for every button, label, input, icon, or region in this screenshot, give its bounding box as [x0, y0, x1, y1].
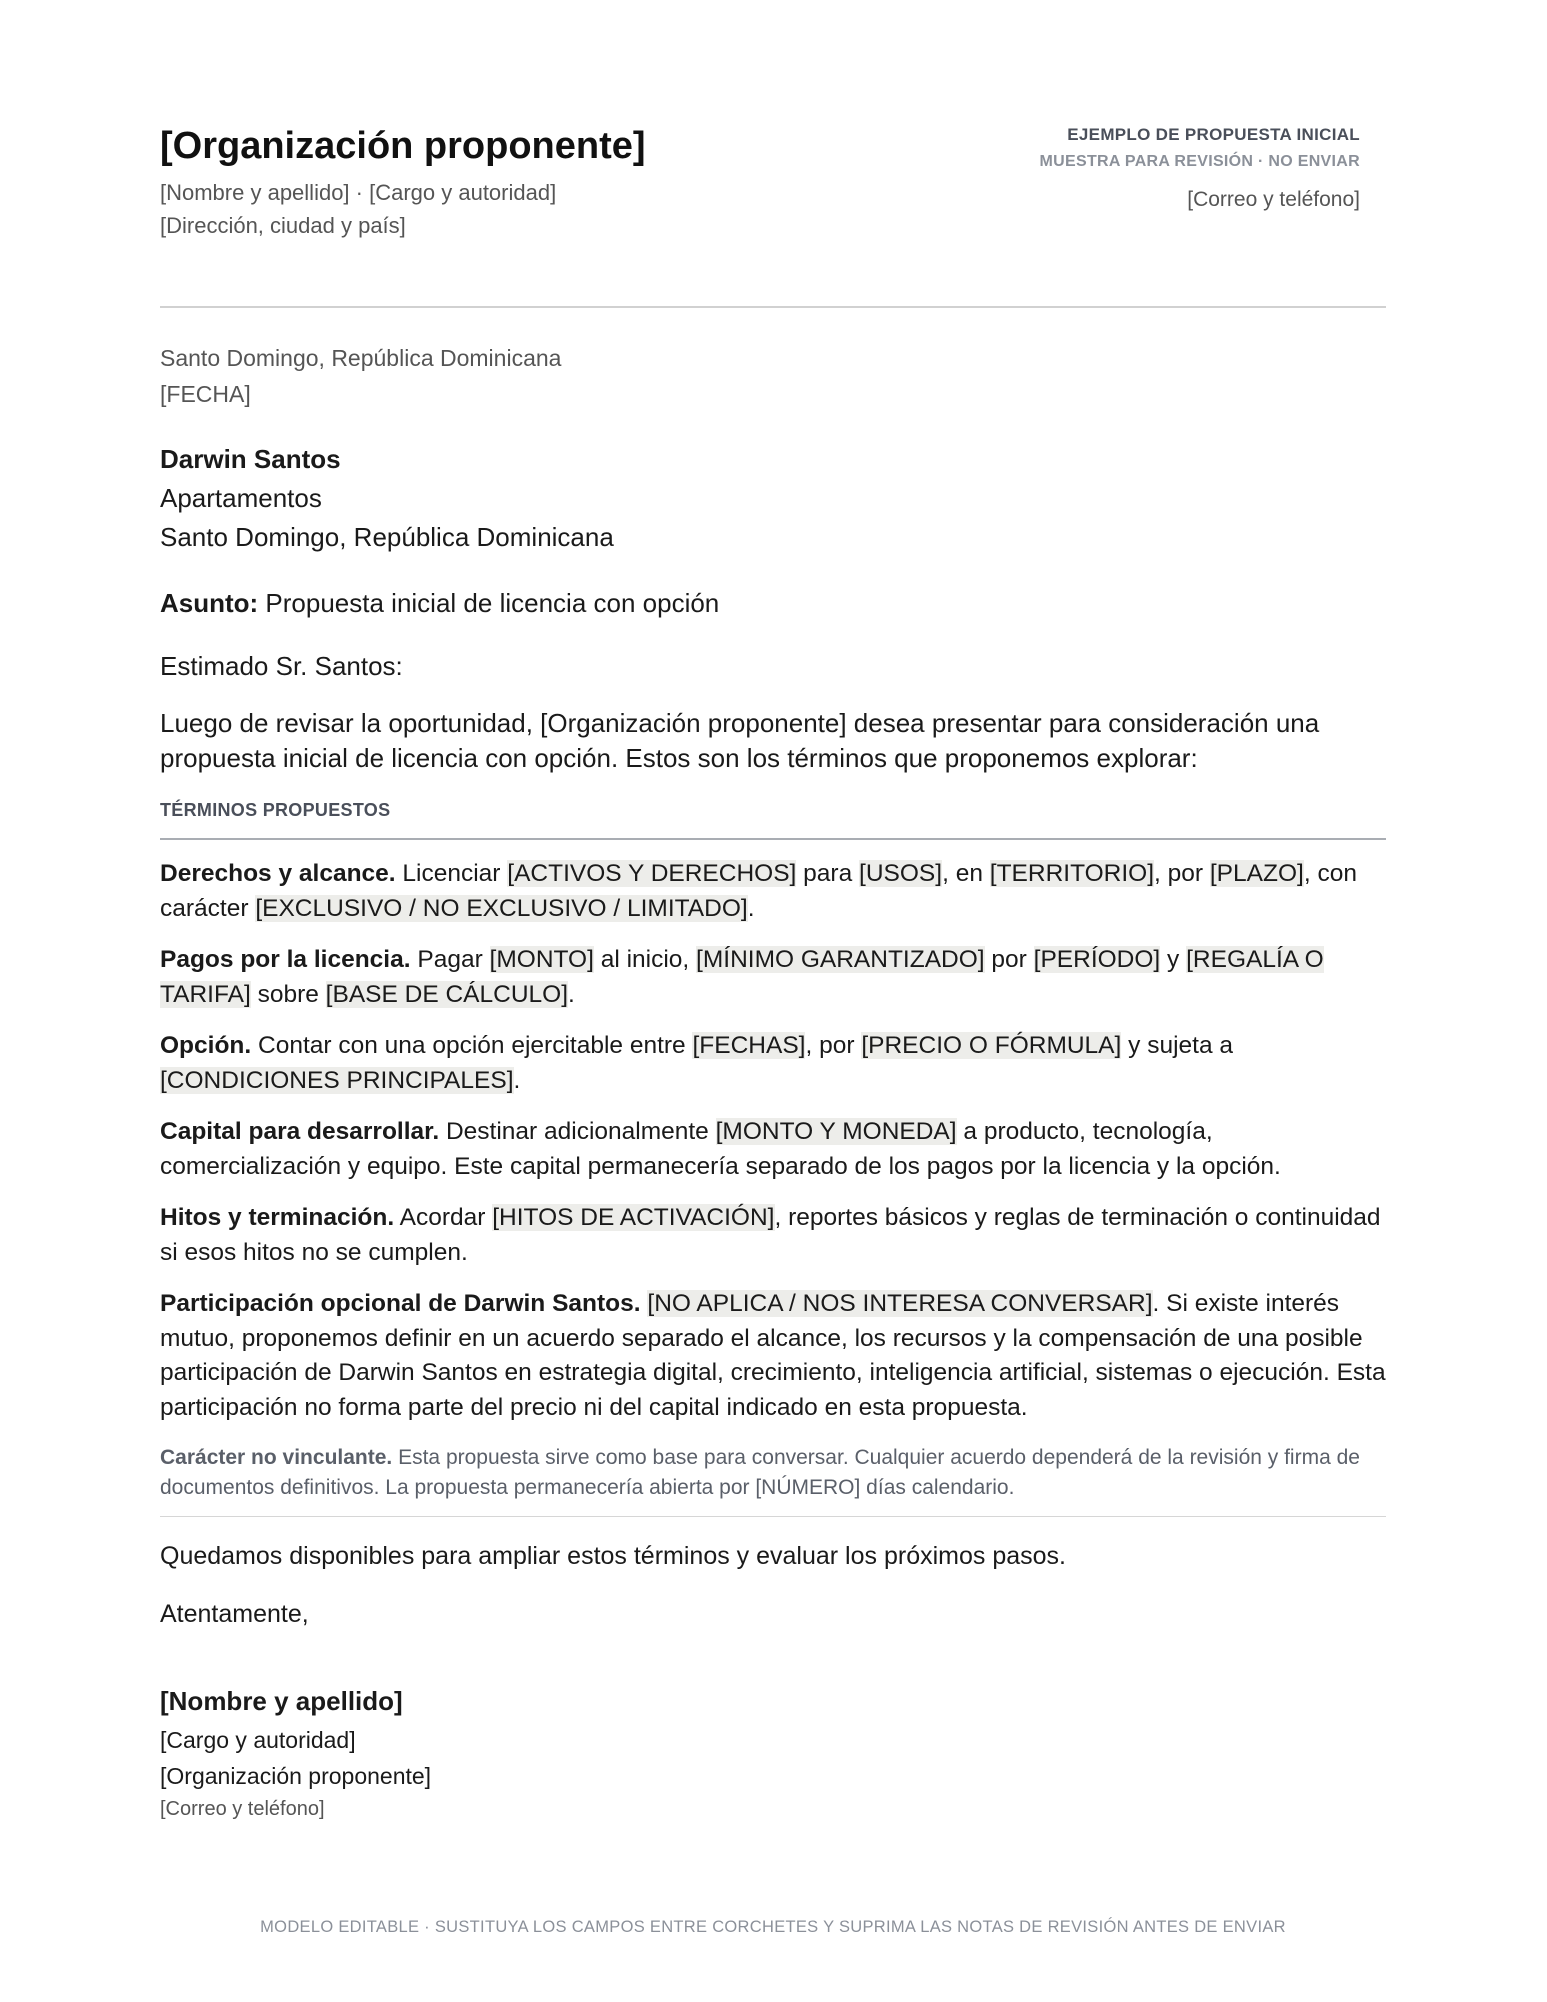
term-item: [160, 1201, 1386, 1270]
place: Santo Domingo, República Dominicana: [160, 345, 562, 371]
term-text: sobre: [250, 980, 326, 1008]
term-text: .: [568, 980, 575, 1008]
term-text: y sujeta a: [1121, 1032, 1234, 1059]
organization-details: [160, 176, 556, 242]
proposal-type-label: EJEMPLO DE PROPUESTA INICIAL: [1067, 125, 1360, 144]
placeholder-field: [PLAZO]: [1209, 860, 1304, 887]
term-title: Hitos y terminación.: [160, 1204, 395, 1231]
term-text: , reportes básicos y reglas de terminación o continuidad si esos hitos no se cumplen.: [160, 1204, 1381, 1266]
date: [FECHA]: [160, 381, 251, 407]
term-text: Destinar adicionalmente: [439, 1118, 716, 1145]
term-title: Capital para desarrollar.: [160, 1118, 440, 1145]
term-text: a producto, tecnología, comercialización y equipo. Este capital permanecería separado de los pagos por la licencia y la opción.: [160, 1118, 1281, 1180]
closing-sentence: Quedamos disponibles para ampliar estos términos y evaluar los próximos pasos.: [160, 1542, 1066, 1570]
term-text: , por: [1154, 860, 1210, 887]
placeholder-field: [MÍNIMO GARANTIZADO]: [696, 946, 985, 973]
term-title: Opción.: [160, 1032, 252, 1059]
signer-organization: [Organización proponente]: [160, 1763, 432, 1789]
header-right-block: [1040, 120, 1360, 212]
term-title: Participación opcional de Darwin Santos.: [160, 1290, 641, 1317]
letter-header: [160, 118, 1360, 268]
placeholder-field: [HITOS DE ACTIVACIÓN]: [492, 1204, 775, 1231]
organization-title: [Organización proponente]: [160, 125, 646, 167]
placeholder-field: [TERRITORIO]: [989, 860, 1155, 887]
placeholder-field: [EXCLUSIVO / NO EXCLUSIVO / LIMITADO]: [255, 894, 748, 922]
term-title: Pagos por la licencia.: [160, 946, 411, 973]
term-text: , por: [805, 1032, 862, 1059]
placeholder-field: [MONTO]: [489, 946, 594, 973]
term-item: [160, 1115, 1386, 1184]
sender-address: [Dirección, ciudad y país]: [160, 213, 406, 238]
term-item: [160, 1029, 1386, 1098]
recipient-line-2: Santo Domingo, República Dominicana: [160, 522, 614, 552]
term-text: para: [796, 860, 860, 887]
place-and-date: [160, 340, 561, 412]
footer-note: MODELO EDITABLE · SUSTITUYA LOS CAMPOS ENTRE CORCHETES Y SUPRIMA LAS NOTAS DE REVISIÓN ANTES DE ENVIAR: [260, 1918, 1286, 1936]
note-divider: [160, 1516, 1386, 1517]
term-text: por: [984, 946, 1034, 973]
terms-heading: TÉRMINOS PROPUESTOS: [160, 800, 391, 820]
term-text: , en: [942, 860, 990, 887]
placeholder-field: [CONDICIONES PRINCIPALES]: [160, 1066, 514, 1094]
greeting: Estimado Sr. Santos:: [160, 651, 403, 681]
terms-list: [160, 857, 1386, 1442]
non-binding-label: Carácter no vinculante.: [160, 1446, 393, 1469]
signer-contact: [Correo y teléfono]: [160, 1798, 325, 1820]
term-text: Licenciar: [395, 860, 508, 887]
term-text: Pagar: [410, 946, 490, 973]
subject-line: [160, 585, 719, 621]
term-text: .: [747, 894, 755, 922]
placeholder-field: [FECHAS]: [692, 1032, 806, 1059]
placeholder-field: [USOS]: [859, 860, 943, 887]
term-item: [160, 943, 1386, 1012]
recipient-name: Darwin Santos: [160, 444, 341, 474]
placeholder-field: [BASE DE CÁLCULO]: [325, 980, 569, 1008]
letter-page: [160, 0, 1386, 2002]
term-text: Acordar: [394, 1204, 493, 1231]
sender-contact: [Correo y teléfono]: [1187, 188, 1360, 211]
term-item: [160, 857, 1386, 926]
term-text: . Si existe interés mutuo, proponemos definir en un acuerdo separado el alcance, los recursos y la compensación de una posible participación de Darwin Santos en estrategia digital, crecimiento, inteligencia artificial, sistemas o ejecución. Esta participación no forma parte del precio ni del capital indicado en esta propuesta.: [160, 1290, 1386, 1421]
subject-text: Propuesta inicial de licencia con opción: [258, 588, 720, 618]
term-text: al inicio,: [593, 946, 697, 973]
placeholder-field: [PERÍODO]: [1033, 946, 1161, 973]
term-text: , con carácter: [160, 860, 1357, 922]
signature-block: [160, 1680, 431, 1824]
review-sample-label: MUESTRA PARA REVISIÓN · NO ENVIAR: [1039, 153, 1360, 170]
salutation: Atentamente,: [160, 1600, 309, 1628]
term-text: Contar con una opción ejercitable entre: [251, 1032, 693, 1059]
term-text: .: [513, 1066, 521, 1094]
subject-label: Asunto:: [160, 588, 259, 618]
placeholder-field: [MONTO Y MONEDA]: [715, 1118, 957, 1145]
recipient-block: [160, 440, 614, 557]
placeholder-field: [PRECIO O FÓRMULA]: [861, 1032, 1122, 1059]
placeholder-field: [REGALÍA O TARIFA]: [160, 946, 1324, 1008]
header-divider: [160, 306, 1386, 308]
non-binding-note: [160, 1443, 1386, 1503]
term-title: Derechos y alcance.: [160, 860, 396, 887]
sender-name-role: [Nombre y apellido] · [Cargo y autoridad]: [160, 180, 557, 205]
non-binding-text: Esta propuesta sirve como base para conversar. Cualquier acuerdo dependerá de la revisión y firma de documentos definitivos. La propuesta permanecería abierta por [NÚMERO] días calendario.: [160, 1446, 1360, 1499]
signer-role: [Cargo y autoridad]: [160, 1727, 356, 1753]
placeholder-field: [NO APLICA / NOS INTERESA CONVERSAR]: [647, 1290, 1153, 1317]
placeholder-field: [ACTIVOS Y DERECHOS]: [507, 860, 797, 887]
term-item: [160, 1287, 1386, 1425]
signer-name: [Nombre y apellido]: [160, 1686, 403, 1716]
term-text: y: [1160, 946, 1187, 973]
intro-paragraph: Luego de revisar la oportunidad, [Organización proponente] desea presentar para consideración una propuesta inicial de licencia con opción. Estos son los términos que proponemos explorar:: [160, 708, 1320, 773]
recipient-line-1: Apartamentos: [160, 483, 322, 513]
terms-divider: [160, 838, 1386, 840]
